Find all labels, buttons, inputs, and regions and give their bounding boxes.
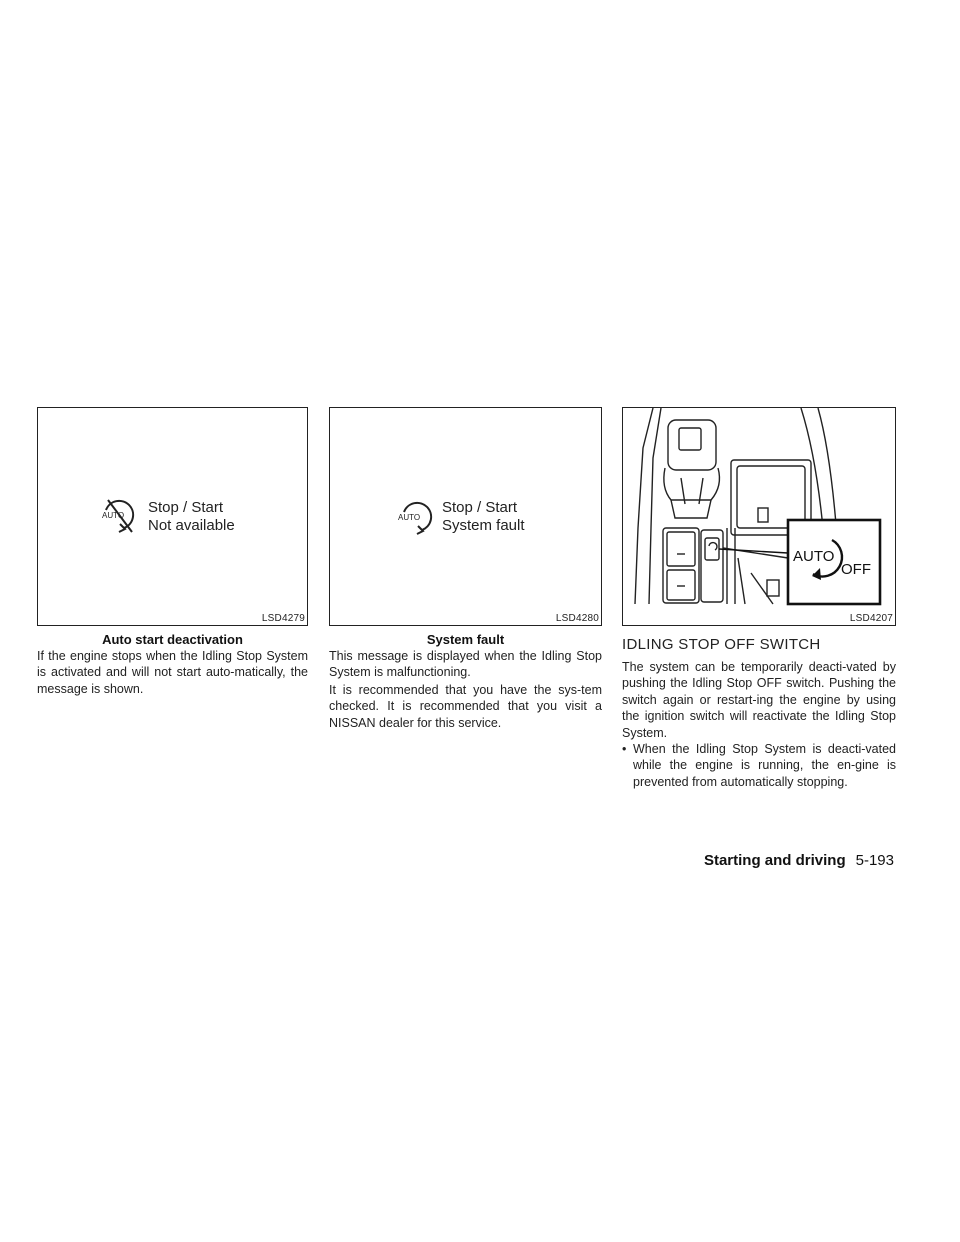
message-line-1: Stop / Start	[442, 499, 518, 516]
figure-code: LSD4279	[261, 613, 305, 624]
figure-idling-stop-off-switch	[622, 407, 896, 626]
figure-caption: Auto start deactivation	[102, 632, 243, 647]
figure-caption: System fault	[426, 632, 505, 647]
auto-stop-crossed-icon	[96, 494, 144, 538]
svg-text:AUTO: AUTO	[102, 511, 125, 520]
message-line-2: System fault	[442, 517, 525, 534]
message-text	[442, 499, 525, 535]
figure-system-fault	[329, 407, 602, 626]
list-item	[622, 741, 896, 790]
auto-start-deactivation-paragraph: If the engine stops when the Idling Stop System is activated and will not start auto-matically, the message is shown.	[37, 649, 308, 696]
auto-stop-icon	[394, 496, 442, 536]
figure-code: LSD4207	[849, 613, 893, 624]
message-line-1: Stop / Start	[148, 499, 224, 516]
message-line-2: Not available	[148, 517, 235, 534]
footer-section-title: Starting and driving	[703, 852, 846, 869]
idling-stop-off-paragraph: The system can be temporarily deacti-vated by pushing the Idling Stop OFF switch. Pushing the switch again or restart-ing the engine by using the ignition switch will reactivate the Idling Stop System.	[622, 660, 896, 740]
message-text	[148, 499, 235, 535]
system-fault-paragraph-2: It is recommended that you have the sys-tem checked. It is recommended that you visit a NISSAN dealer for this service.	[329, 683, 602, 730]
svg-text:OFF: OFF	[841, 561, 871, 578]
svg-text:AUTO: AUTO	[398, 513, 421, 522]
console-switch-illustration	[623, 408, 895, 625]
figure-code: LSD4280	[555, 613, 599, 624]
page-footer	[704, 852, 894, 869]
svg-text:AUTO: AUTO	[793, 548, 835, 565]
bullet-marker: •	[622, 742, 627, 756]
section-heading: IDLING STOP OFF SWITCH	[622, 636, 821, 653]
bullet-text: When the Idling Stop System is deacti-vated while the engine is running, the en-gine is prevented from automatically stopping.	[633, 742, 896, 789]
system-fault-paragraph-1: This message is displayed when the Idling Stop System is malfunctioning.	[329, 649, 602, 680]
figure-auto-start-deactivation	[37, 407, 308, 626]
page-number: 5-193	[855, 852, 894, 869]
